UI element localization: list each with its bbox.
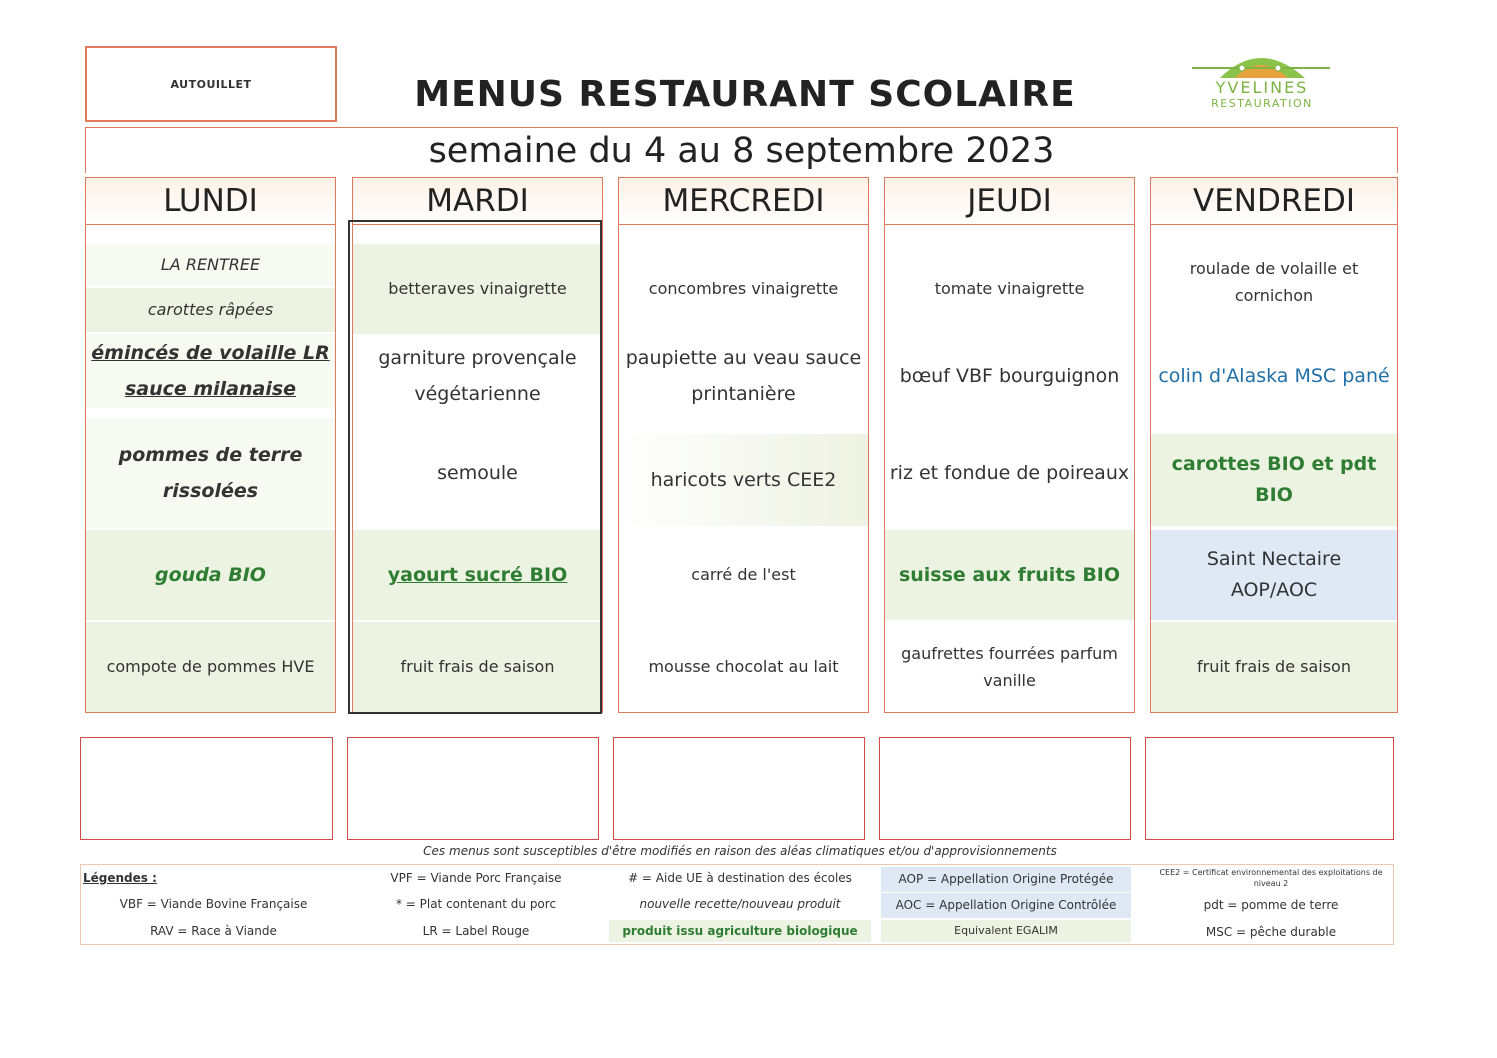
menu-dessert: compote de pommes HVE (86, 622, 335, 712)
menu-side (1151, 434, 1397, 526)
empty-cell-jeudi (879, 737, 1131, 840)
legend-aide-ue: # = Aide UE à destination des écoles (628, 871, 852, 885)
menu-side (86, 418, 335, 528)
menu-main-line-1: paupiette au veau sauce (625, 346, 862, 369)
menu-dessert-line-1: gaufrettes fourrées parfum (901, 643, 1118, 663)
menu-main-line-1: émincés de volaille LR (91, 341, 330, 364)
today-highlight-frame (348, 220, 602, 714)
menu-dairy: gouda BIO (86, 530, 335, 620)
menu-starter: betteraves vinaigrette (353, 244, 602, 334)
day-column-jeudi (884, 177, 1135, 713)
menu-side-line-1: carottes BIO et pdt (1171, 452, 1377, 475)
menu-dairy: suisse aux fruits BIO (885, 530, 1134, 620)
empty-cell-vendredi (1145, 737, 1394, 840)
menu-side-line-1: pommes de terre (118, 443, 303, 466)
menu-side: riz et fondue de poireaux (889, 461, 1130, 484)
legend-egalim: Equivalent EGALIM (881, 920, 1131, 942)
menu-main-line-2: végétarienne (414, 383, 541, 405)
menu-starter: concombres vinaigrette (648, 278, 839, 298)
legend-box (80, 864, 1394, 945)
school-name-box (85, 46, 337, 122)
menu-dairy: carré de l'est (691, 564, 796, 584)
disclaimer-note: Ces menus sont susceptibles d'être modifiés en raison des aléas climatiques et/ou d'approvisionnements (423, 844, 1057, 858)
day-header: JEUDI (885, 178, 1134, 225)
menu-dessert: fruit frais de saison (353, 622, 602, 712)
legend-vbf: VBF = Viande Bovine Française (119, 897, 308, 911)
legend-vpf: VPF = Viande Porc Française (390, 871, 562, 885)
menu-side: semoule (437, 461, 518, 484)
menu-dessert (885, 622, 1134, 712)
menu-main-line-2: sauce milanaise (124, 378, 297, 400)
week-label: semaine du 4 au 8 septembre 2023 (428, 131, 1055, 171)
menu-dairy-line-1: Saint Nectaire (1206, 547, 1342, 570)
legend-nouvelle-recette: nouvelle recette/nouveau produit (639, 897, 841, 911)
menu-special: LA RENTREE (86, 244, 335, 286)
day-header: LUNDI (86, 178, 335, 225)
menu-side: haricots verts CEE2 (619, 434, 868, 526)
empty-cell-lundi (80, 737, 333, 840)
menu-dairy-line-2: AOP/AOC (1230, 579, 1318, 601)
menu-side-line-2: rissolées (162, 480, 259, 502)
menu-starter: carottes râpées (86, 288, 335, 332)
menu-main: bœuf VBF bourguignon (899, 364, 1120, 387)
day-header: VENDREDI (1151, 178, 1397, 225)
week-banner (85, 127, 1398, 173)
legend-cee2: CEE2 = Certificat environnemental des exploitations de niveau 2 (1159, 868, 1383, 889)
school-name: AUTOUILLET (170, 78, 252, 91)
menu-starter: tomate vinaigrette (934, 278, 1085, 298)
menu-starter (1151, 230, 1397, 334)
day-column-mercredi (618, 177, 869, 713)
legend-rav: RAV = Race à Viande (150, 924, 277, 938)
day-header: MARDI (353, 178, 602, 225)
empty-cell-mercredi (613, 737, 865, 840)
menu-dessert: mousse chocolat au lait (648, 656, 839, 676)
legend-bio: produit issu agriculture biologique (609, 920, 871, 942)
day-column-lundi (85, 177, 336, 713)
menu-starter-line-1: roulade de volaille et (1189, 258, 1359, 278)
legend-msc: MSC = pêche durable (1205, 925, 1337, 939)
menu-dairy: yaourt sucré BIO (353, 530, 602, 620)
yvelines-restauration-logo (1180, 38, 1330, 116)
menu-main: colin d'Alaska MSC pané (1158, 364, 1390, 387)
legend-porc: * = Plat contenant du porc (395, 897, 557, 911)
logo-line-2: RESTAURATION (1211, 97, 1313, 110)
menu-side-line-2: BIO (1255, 484, 1293, 506)
menu-main-line-2: printanière (691, 383, 796, 405)
menu-main (619, 336, 868, 416)
menu-dessert: fruit frais de saison (1151, 622, 1397, 712)
page-title: MENUS RESTAURANT SCOLAIRE (414, 74, 1076, 115)
menu-starter-line-2: cornichon (1234, 286, 1314, 305)
legend-title: Légendes : (83, 871, 157, 885)
menu-dessert-line-2: vanille (983, 671, 1036, 690)
legend-aoc: AOC = Appellation Origine Contrôlée (881, 893, 1131, 918)
legend-lr: LR = Label Rouge (422, 924, 530, 938)
menu-main-line-1: garniture provençale (378, 346, 577, 369)
logo-line-1: YVELINES (1215, 78, 1309, 97)
legend-pdt: pdt = pomme de terre (1203, 898, 1339, 912)
menu-dairy (1151, 530, 1397, 620)
menu-main (86, 334, 335, 408)
empty-cell-mardi (347, 737, 599, 840)
day-header: MERCREDI (619, 178, 868, 225)
day-column-vendredi (1150, 177, 1398, 713)
legend-aop: AOP = Appellation Origine Protégée (881, 867, 1131, 892)
